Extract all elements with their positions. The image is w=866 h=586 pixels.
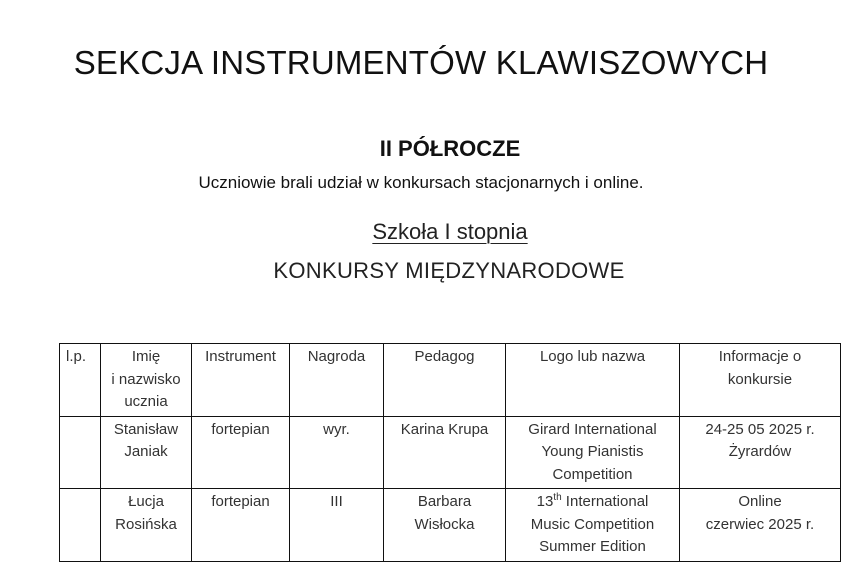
cell-award: III	[290, 489, 384, 562]
header-instrument: Instrument	[192, 344, 290, 417]
competition-line1-rest: International	[561, 493, 649, 510]
teacher-name: Karina Krupa	[400, 420, 489, 438]
student-first-name: Łucja	[128, 493, 164, 510]
student-last-name: Janiak	[124, 443, 168, 460]
cell-student-name	[101, 416, 192, 489]
school-level-text: Szkoła I stopnia	[372, 219, 528, 244]
cell-instrument: fortepian	[192, 489, 290, 562]
cell-instrument: fortepian	[192, 416, 290, 489]
header-student-name	[101, 344, 192, 417]
cell-teacher	[384, 416, 506, 489]
competition-date: czerwiec 2025 r.	[705, 515, 815, 533]
student-first-name: Stanisław	[113, 420, 179, 438]
cell-competition-info	[680, 416, 841, 489]
competition-line2: Music Competition	[530, 515, 655, 533]
competition-line3: Competition	[552, 465, 633, 483]
header-name-line1: Imię	[131, 348, 161, 365]
teacher-first-name: Barbara	[417, 493, 472, 510]
semester-heading: II PÓŁROCZE	[379, 136, 521, 161]
competition-date: 24-25 05 2025 r.	[705, 420, 815, 438]
header-award: Nagroda	[290, 344, 384, 417]
competition-line1	[510, 491, 675, 514]
header-teacher: Pedagog	[384, 344, 506, 417]
cell-competition-name	[506, 416, 680, 489]
competitions-table	[59, 343, 841, 562]
cell-competition-info	[680, 489, 841, 562]
cell-competition-name	[506, 489, 680, 562]
header-name-line2: i nazwisko	[111, 370, 181, 388]
header-lp: l.p.	[60, 344, 101, 417]
intro-text: Uczniowie brali udział w konkursach stacjonarnych i online.	[198, 173, 644, 192]
document-title: SEKCJA INSTRUMENTÓW KLAWISZOWYCH	[73, 44, 769, 81]
cell-award: wyr.	[290, 416, 384, 489]
competition-line3: Summer Edition	[539, 538, 646, 555]
competition-location: Żyrardów	[728, 443, 792, 460]
header-name-line3: ucznia	[124, 393, 168, 410]
category-heading: KONKURSY MIĘDZYNARODOWE	[273, 258, 625, 283]
student-last-name: Rosińska	[115, 515, 177, 533]
competition-mode: Online	[738, 493, 782, 510]
competition-edition-number: 13	[536, 493, 554, 510]
header-competition-info	[680, 344, 841, 417]
header-info-line2: konkursie	[727, 370, 793, 388]
cell-lp	[60, 416, 101, 489]
competition-line2: Young Pianistis	[541, 443, 644, 460]
ordinal-suffix: th	[553, 492, 562, 503]
header-info-line1: Informacje o	[718, 348, 802, 365]
teacher-last-name: Wisłocka	[414, 515, 475, 533]
header-logo-name: Logo lub nazwa	[506, 344, 680, 417]
competition-line1: Girard International	[528, 420, 657, 438]
cell-student-name	[101, 489, 192, 562]
cell-lp	[60, 489, 101, 562]
table-row	[60, 489, 841, 562]
table-row	[60, 416, 841, 489]
table-header-row	[60, 344, 841, 417]
cell-teacher	[384, 489, 506, 562]
school-level-heading	[0, 219, 866, 245]
